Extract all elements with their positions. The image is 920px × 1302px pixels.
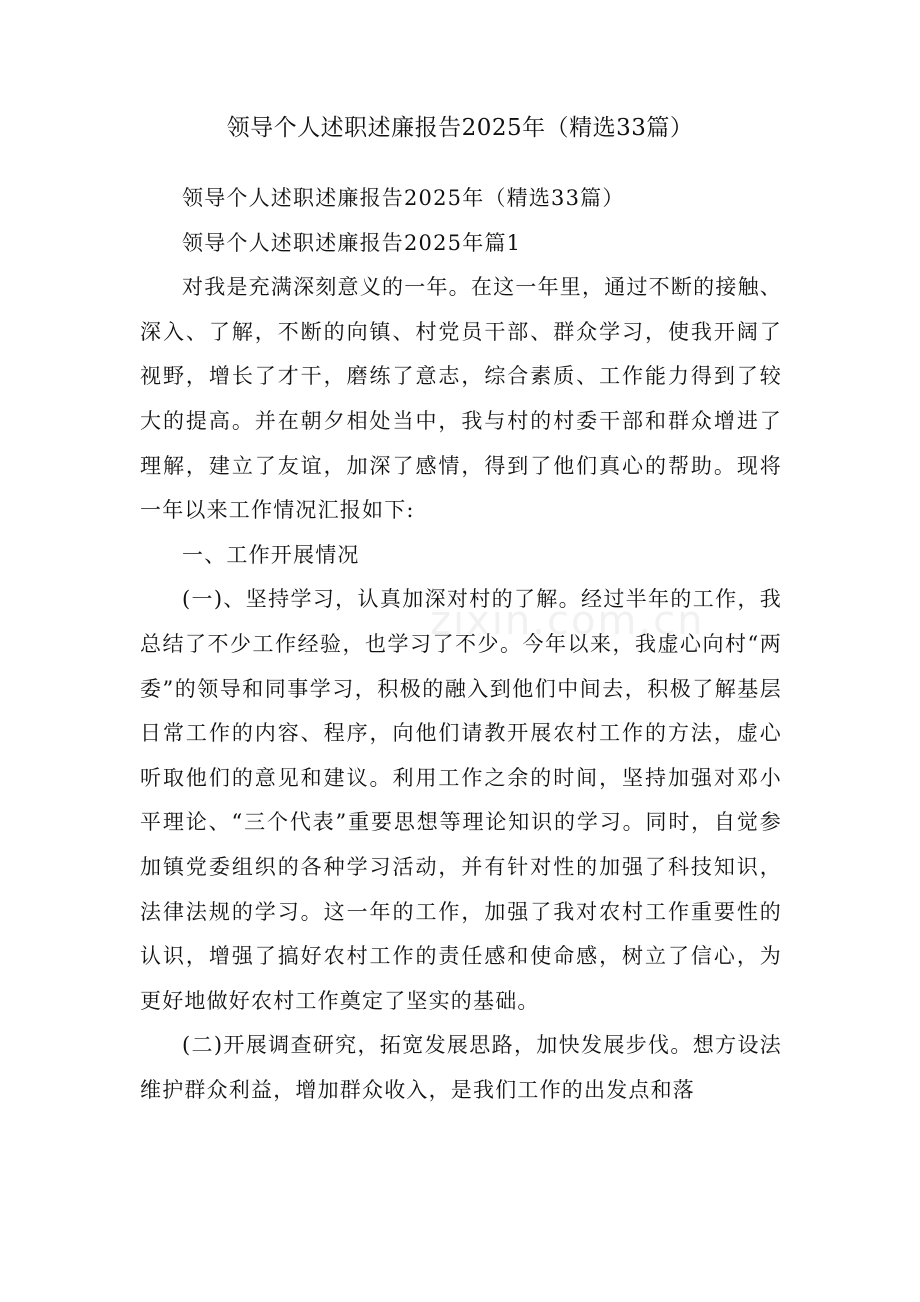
paragraph-item-2: (二)开展调查研究，拓宽发展思路，加快发展步伐。想方设法维护群众利益，增加群众收入，是我们工作的出发点和落: [140, 1033, 782, 1102]
document-title: 领导个人述职述廉报告2025年（精选33篇）: [226, 115, 694, 141]
watermark: zixin.com.cn: [430, 598, 705, 644]
intro-paragraph: 对我是充满深刻意义的一年。在这一年里，通过不断的接触、深入、了解，不断的向镇、村党员干部、群众学习，使我开阔了视野，增长了才干，磨练了意志，综合素质、工作能力得到了较大的提高。并在朝夕相处当中，我与村的村委干部和群众增进了理解，建立了友谊，加深了感情，得到了他们真心的帮助。现将一年以来工作情况汇报如下:: [140, 275, 782, 523]
subtitle-paragraph: 领导个人述职述廉报告2025年（精选33篇）: [182, 186, 625, 210]
heading-work-status: 一、工作开展情况: [182, 542, 360, 567]
document-body: [140, 176, 782, 1112]
section-heading-paragraph: 领导个人述职述廉报告2025年篇1: [182, 230, 522, 255]
paragraph-item-1: (一)、坚持学习，认真加深对村的了解。经过半年的工作，我总结了不少工作经验，也学习了不少。今年以来，我虚心向村“两委”的领导和同事学习，积极的融入到他们中间去，积极了解基层日常工作的内容、程序，向他们请教开展农村工作的方法，虚心听取他们的意见和建议。利用工作之余的时间，坚持加强对邓小平理论、“三个代表”重要思想等理论知识的学习。同时，自觉参加镇党委组织的各种学习活动，并有针对性的加强了科技知识，法律法规的学习。这一年的工作，加强了我对农村工作重要性的认识，增强了搞好农村工作的责任感和使命感，树立了信心，为更好地做好农村工作奠定了坚实的基础。: [140, 587, 782, 1013]
